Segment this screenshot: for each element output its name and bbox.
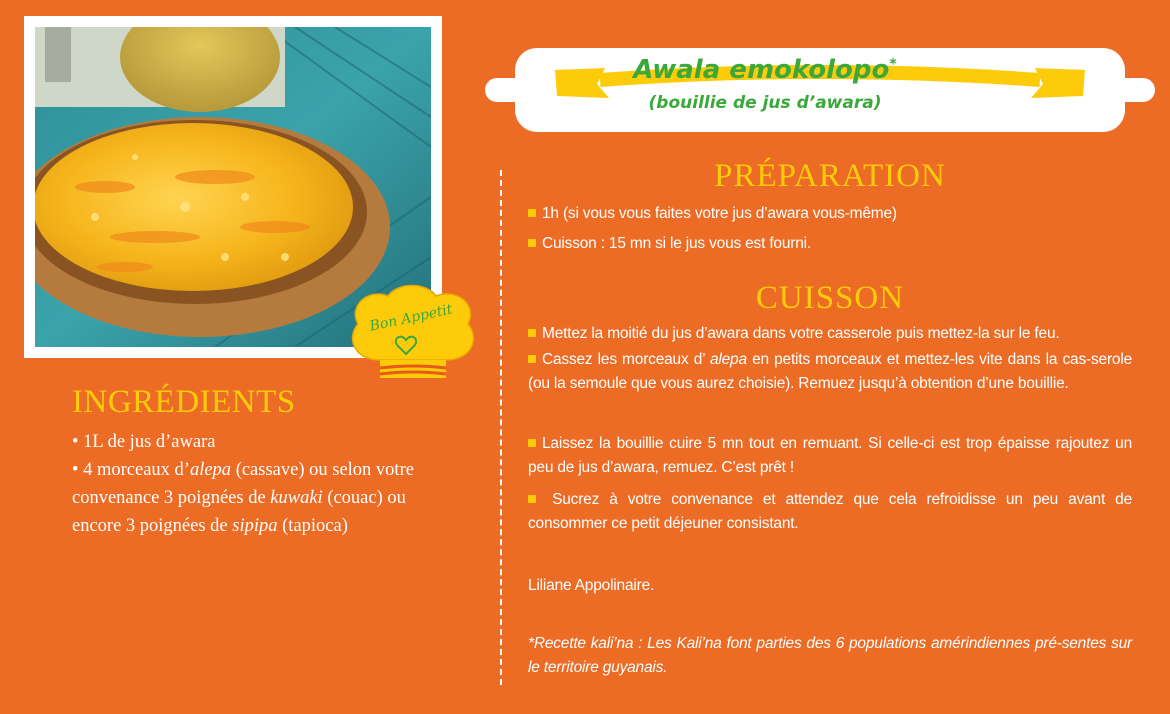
cuisson-step: Mettez la moitié du jus d’awara dans votre casserole puis mettez-la sur le feu. (528, 322, 1132, 346)
ingredient-item: • 4 morceaux d’alepa (cassave) ou selon votre convenance 3 poignées de kuwaki (couac) ou encore 3 poignées de sipipa (tapioca) (72, 460, 414, 536)
bullet-square-icon (528, 355, 536, 363)
dashed-divider (500, 170, 502, 685)
bullet-square-icon (528, 495, 536, 503)
bullet-square-icon (528, 439, 536, 447)
bullet-square-icon (528, 209, 536, 217)
recipe-title: Awala emokolopo* (633, 55, 897, 85)
bon-appetit-badge (340, 282, 486, 386)
ingredients-heading: INGRÉDIENTS (72, 384, 296, 420)
badge-label (340, 282, 486, 386)
bullet-square-icon (528, 329, 536, 337)
author-name: Liliane Appolinaire. (528, 577, 655, 594)
recipe-subtitle: (bouillie de jus d’awara) (648, 93, 882, 113)
preparation-item: Cuisson : 15 mn si le jus vous est fourni. (528, 232, 1132, 256)
bullet-square-icon (528, 239, 536, 247)
cuisson-heading: CUISSON (755, 280, 905, 316)
cuisson-step: Sucrez à votre convenance et attendez que cela refroidisse un peu avant de consommer ce petit déjeuner consistant. (528, 491, 1132, 532)
ingredients-list (72, 428, 432, 540)
svg-text:Bon Appetit: Bon Appetit (368, 301, 455, 335)
cuisson-step: Laissez la bouillie cuire 5 mn tout en remuant. Si celle-ci est trop épaisse rajoutez un peu de jus d’awara, remuez. C’est prêt ! (528, 435, 1132, 476)
footnote: *Recette kali’na : Les Kali’na font parties des 6 populations amérindiennes pré-sentes sur le territoire guyanais. (528, 635, 1132, 676)
ingredient-item: • 1L de jus d’awara (72, 432, 216, 452)
cuisson-step: Cassez les morceaux d’ alepa en petits morceaux et mettez-les vite dans la cas-serole (ou la semoule que vous aurez choisie). Remuez jusqu’à obtention d’une bouillie. (528, 351, 1132, 392)
preparation-item: 1h (si vous vous faites votre jus d’awara vous-même) (528, 202, 1132, 226)
preparation-heading: PRÉPARATION (714, 158, 946, 194)
